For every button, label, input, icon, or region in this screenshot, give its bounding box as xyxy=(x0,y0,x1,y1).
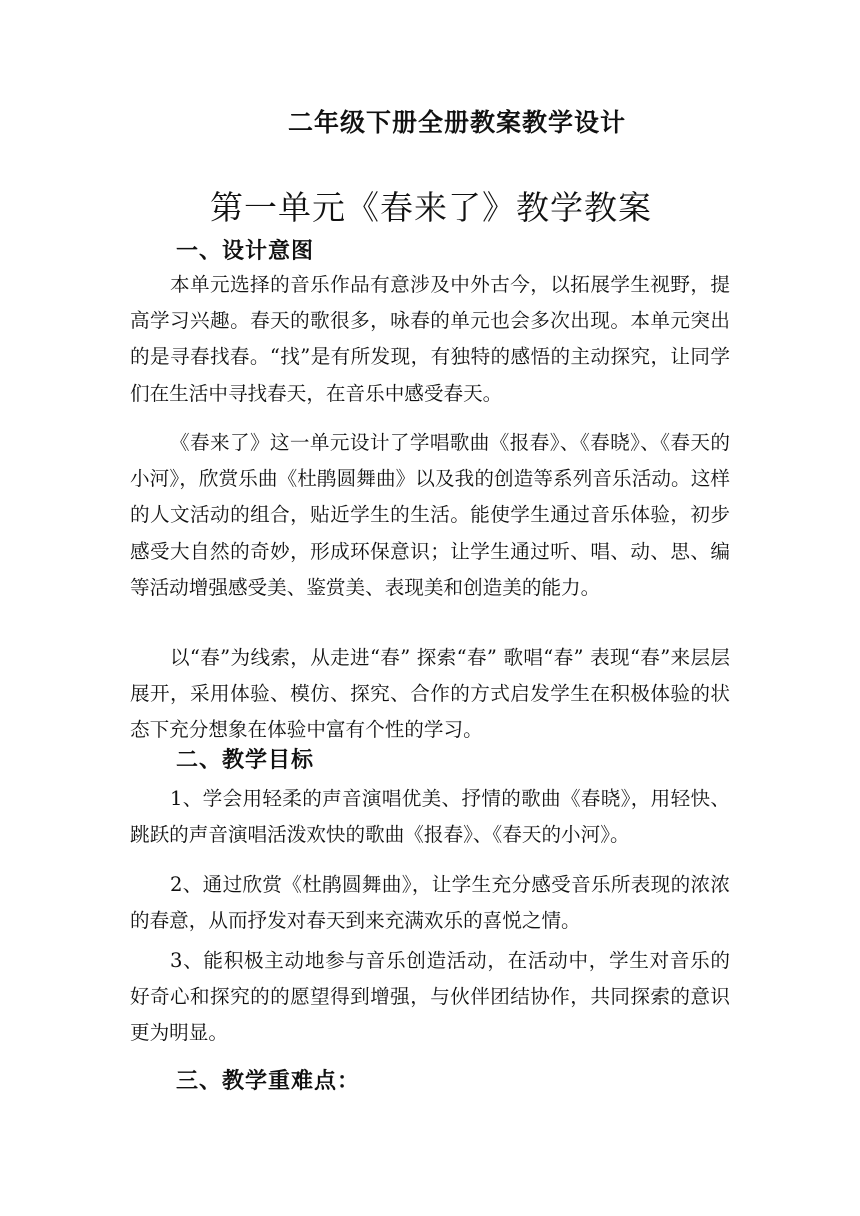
paragraph-design-intent-2: 《春来了》这一单元设计了学唱歌曲《报春》、《春晓》、《春天的小河》，欣赏乐曲《杜鹃圆舞曲》以及我的创造等系列音乐活动。这样的人文活动的组合，贴近学生的生活。能使学生通过音乐体验，初步感受大自然的奇妙，形成环保意识；让学生通过听、唱、动、思、编等活动增强感受美、鉴赏美、表现美和创造美的能力。 xyxy=(130,431,730,599)
unit-title: 第一单元《春来了》教学教案 xyxy=(210,188,652,227)
paragraph-goal-2: 2、通过欣赏《杜鹃圆舞曲》，让学生充分感受音乐所表现的浓浓的春意，从而抒发对春天到来充满欢乐的喜悦之情。 xyxy=(130,873,730,933)
section-heading-design-intent: 一、设计意图 xyxy=(176,238,315,264)
section-heading-teaching-goals: 二、教学目标 xyxy=(176,747,315,773)
document-title: 二年级下册全册教案教学设计 xyxy=(287,108,626,137)
paragraph-design-intent-3: 以“春”为线索，从走进“春” 探索“春” 歌唱“春” 表现“春”来层层展开，采用体验、模仿、探究、合作的方式启发学生在积极体验的状态下充分想象在体验中富有个性的学习。 xyxy=(130,646,730,742)
paragraph-design-intent-1: 本单元选择的音乐作品有意涉及中外古今，以拓展学生视野，提高学习兴趣。春天的歌很多，咏春的单元也会多次出现。本单元突出的是寻春找春。“找”是有所发现，有独特的感悟的主动探究，让同学们在生活中寻找春天，在音乐中感受春天。 xyxy=(130,273,730,405)
paragraph-goal-1: 1、学会用轻柔的声音演唱优美、抒情的歌曲《春晓》，用轻快、跳跃的声音演唱活泼欢快的歌曲《报春》、《春天的小河》。 xyxy=(130,787,730,847)
paragraph-goal-3: 3、能积极主动地参与音乐创造活动，在活动中，学生对音乐的好奇心和探究的的愿望得到增强，与伙伴团结协作，共同探索的意识更为明显。 xyxy=(130,949,730,1045)
section-heading-key-difficulties: 三、教学重难点： xyxy=(176,1068,361,1094)
